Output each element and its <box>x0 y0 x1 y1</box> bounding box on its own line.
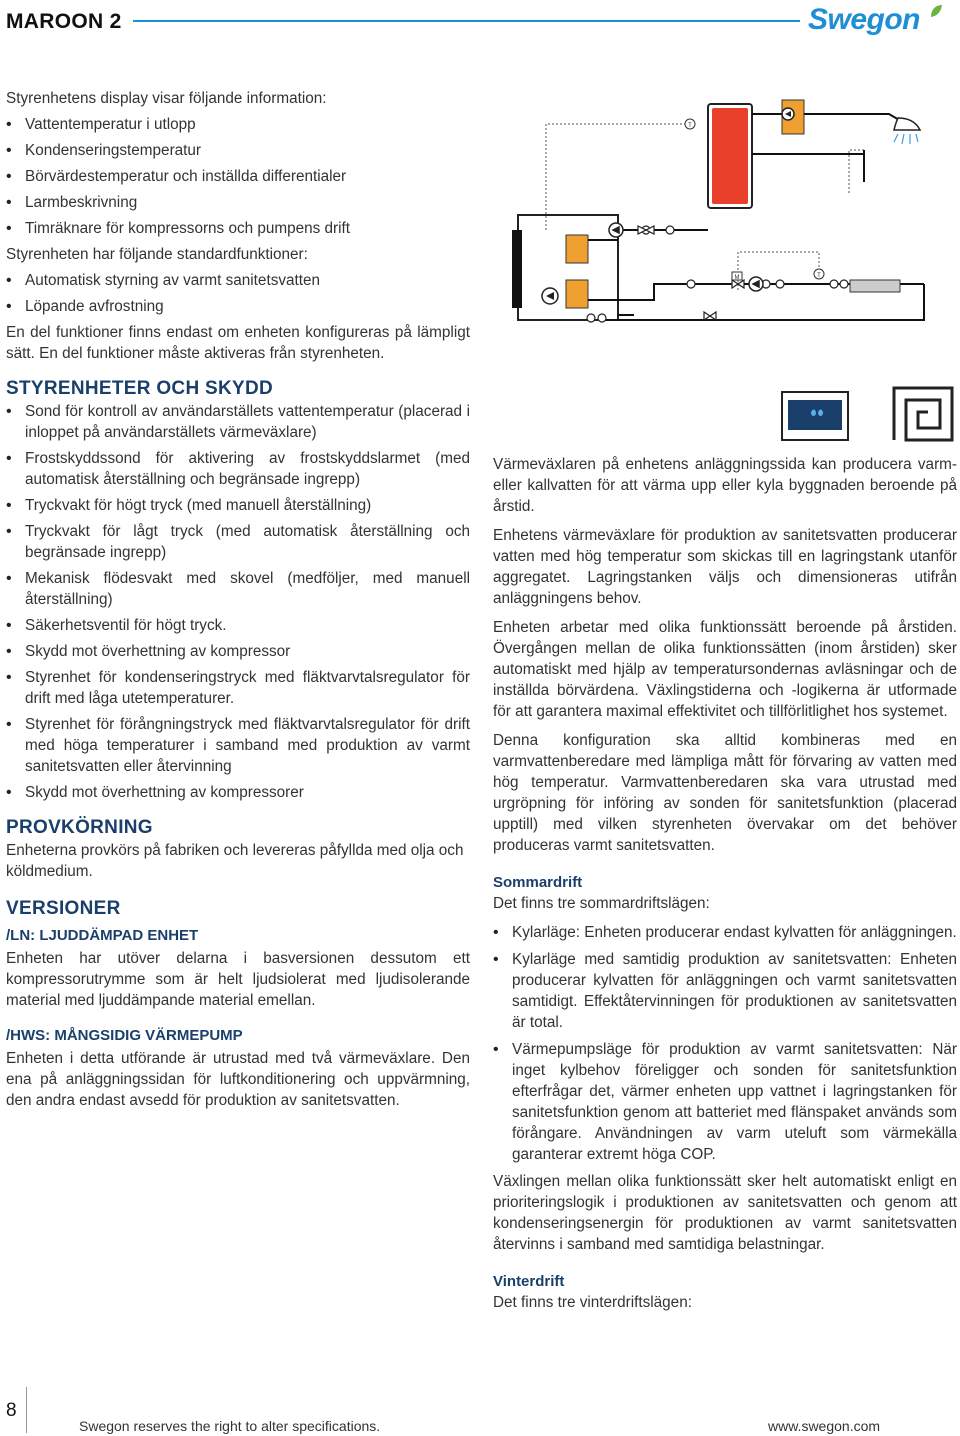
document-title: MAROON 2 <box>6 10 122 33</box>
left-column <box>6 88 470 1111</box>
section-title-controls: STYRENHETER OCH SKYDD <box>6 378 274 399</box>
pumps <box>609 223 763 291</box>
standard-functions-note: En del funktioner finns endast om enheten konfigureras på lämpligt sätt. En del funktioner måste aktiveras från styrenheten. <box>6 324 470 362</box>
page-number: 8 <box>6 1400 17 1421</box>
controls-list <box>6 401 470 803</box>
storage-tank <box>685 104 752 208</box>
logo-wordmark: Swegon <box>808 3 921 36</box>
section-title-versions: VERSIONER <box>6 898 121 919</box>
section-title-test-run: PROVKÖRNING <box>6 817 153 838</box>
version-hws-title: /HWS: MÅNGSIDIG VÄRMEPUMP <box>6 1027 243 1044</box>
summer-mode-list <box>493 922 957 1165</box>
switch-text: Växlingen mellan olika funktionssätt sker helt automatiskt enligt en prioriteringslogik i produktionen av sanitetsvatten och genom att kondenseringsenergin för produktionen av varmt sanitetsvatten återvinns i samband med samtidiga belastningar. <box>493 1173 957 1253</box>
manifold <box>850 280 900 292</box>
winter-mode-intro: Det finns tre vinterdriftslägen: <box>493 1294 692 1311</box>
winter-mode-title: Vinterdrift <box>493 1273 565 1290</box>
shower-head-icon <box>894 118 920 144</box>
list-item: • Styrenhet för förångningstryck med fläktvarvtalsregulator för drift med höga temperaturer i samband med produktion av varmt sanitetsvatten eller återvinning <box>6 714 470 777</box>
list-item: • Kylarläge med samtidig produktion av sanitetsvatten: Enheten producerar kylvatten för anläggningen och varmt sanitetsvatten samtidigt. Effektåtervinningen för produktionen av sanitetsvatten är total. <box>493 949 957 1033</box>
footer-divider <box>26 1387 27 1433</box>
list-item: • Styrenhet för kondenseringstryck med fläktvarvtalsregulator för drift med låga utetemperaturer. <box>6 667 470 709</box>
summer-mode-title: Sommardrift <box>493 874 583 891</box>
fancoil-unit <box>782 392 848 440</box>
list-item: • Skydd mot överhettning av kompressorer <box>6 782 470 803</box>
header-divider <box>133 20 800 22</box>
valves <box>587 226 848 322</box>
paragraph: Enhetens värmeväxlare för produktion av sanitetsvatten producerar vatten med hög temperatur som skickas till en lagringstank utanför aggregatet. Lagringstanken väljs och dimensioneras utifrån anläggningens behov. <box>493 527 957 607</box>
version-hws-text: Enheten i detta utförande är utrustad med två värmeväxlare. Den ena på anläggningssidan för luftkonditionering och uppvärmning, den andra endast avsedd för produktion av sanitetsvatten. <box>6 1050 470 1109</box>
version-ln-title: /LN: LJUDDÄMPAD ENHET <box>6 927 199 944</box>
svg-text:T: T <box>817 273 821 279</box>
standard-functions-intro: Styrenheten har följande standardfunktioner: <box>6 246 308 263</box>
outdoor-unit <box>512 215 618 320</box>
list-item: • Löpande avfrostning <box>6 296 470 317</box>
list-item: • Automatisk styrning av varmt sanitetsvatten <box>6 270 470 291</box>
list-item: • Sond för kontroll av användarställets vattentemperatur (placerad i inloppet på användarställets värmeväxlare) <box>6 401 470 443</box>
list-item: • Mekanisk flödesvakt med skovel (medföljer, med manuell återställning) <box>6 568 470 610</box>
list-item: • Kylarläge: Enheten producerar endast kylvatten för anläggningen. <box>493 922 957 943</box>
version-ln-text: Enheten har utöver delarna i basversionen dessutom ett kompressorutrymme som är helt ljudsiolerat med ljudisolerande material med ljuddämpande material emellan. <box>6 950 470 1009</box>
standard-functions-list <box>6 270 470 317</box>
list-item: • Börvärdestemperatur och inställda differentialer <box>6 166 470 187</box>
list-item: • Frostskyddssond för aktivering av frostskyddslarmet (med automatisk återställning och begränsade ingrepp) <box>6 448 470 490</box>
list-item: • Tryckvakt för lågt tryck (med automatisk återställning och begränsade ingrepp) <box>6 521 470 563</box>
display-list <box>6 114 470 239</box>
test-run-text: Enheterna provkörs på fabriken och levereras påfyllda med olja och köldmedium. <box>6 842 464 880</box>
list-item: • Vattentemperatur i utlopp <box>6 114 470 135</box>
swegon-logo <box>808 3 956 39</box>
list-item: • Kondenseringstemperatur <box>6 140 470 161</box>
footer-disclaimer: Swegon reserves the right to alter specifications. <box>79 1418 381 1434</box>
paragraph: Enheten arbetar med olika funktionssätt beroende på årstiden. Övergången mellan de olika funktionssätten (inom årstiden) sker automatiskt med hjälp av temperatursondernas avläsningar och de inställda börvärdena. Växlingstiderna och -logikerna är utformade för att garantera maximal effektivitet och tillförlitlighet hos systemet. <box>493 619 957 720</box>
leaf-icon <box>928 3 944 19</box>
svg-text:T: T <box>688 123 692 129</box>
footer-website-link[interactable]: www.swegon.com <box>768 1418 881 1434</box>
list-item: • Tryckvakt för högt tryck (med manuell återställning) <box>6 495 470 516</box>
svg-text:M: M <box>734 275 740 281</box>
list-item: • Värmepumpsläge för produktion av varmt sanitetsvatten: När inget kylbehov föreligger och sonden för sanitetsfunktion efterfrågar det, värmer enheten upp vattnet i lagringstanken för sanitetsfunktion genom att batteriet med flänspaket används som förångare. Användningen av varm uteluft som värmekälla garanterar extremt höga COP. <box>493 1039 957 1165</box>
list-item: • Larmbeskrivning <box>6 192 470 213</box>
right-column <box>493 454 957 1313</box>
page-header <box>0 0 960 42</box>
sensors <box>732 269 824 281</box>
floor-heating-coil <box>894 388 952 440</box>
paragraph: Värmeväxlaren på enhetens anläggningssida kan producera varm- eller kallvatten för att värma upp eller kyla byggnaden beroende på årstid. <box>493 456 957 515</box>
list-item: • Skydd mot överhettning av kompressor <box>6 641 470 662</box>
system-diagram <box>494 90 956 446</box>
list-item: • Timräknare för kompressorns och pumpens drift <box>6 218 470 239</box>
control-lines <box>546 124 864 290</box>
list-item: • Säkerhetsventil för högt tryck. <box>6 615 470 636</box>
top-exchanger <box>782 100 804 134</box>
display-intro: Styrenhetens display visar följande information: <box>6 90 327 107</box>
paragraph: Denna konfiguration ska alltid kombineras med en varmvattenberedare med lämpliga mått för förvaring av vatten med hög temperatur. Varmvattenberedaren ska vara utrustad med urgröpning för införing av sonden för sanitetsfunktion (placerad upptill) med vilken styrenheten övervakar om det behöver produceras varmt sanitetsvatten. <box>493 732 957 854</box>
summer-mode-intro: Det finns tre sommardriftslägen: <box>493 895 710 912</box>
